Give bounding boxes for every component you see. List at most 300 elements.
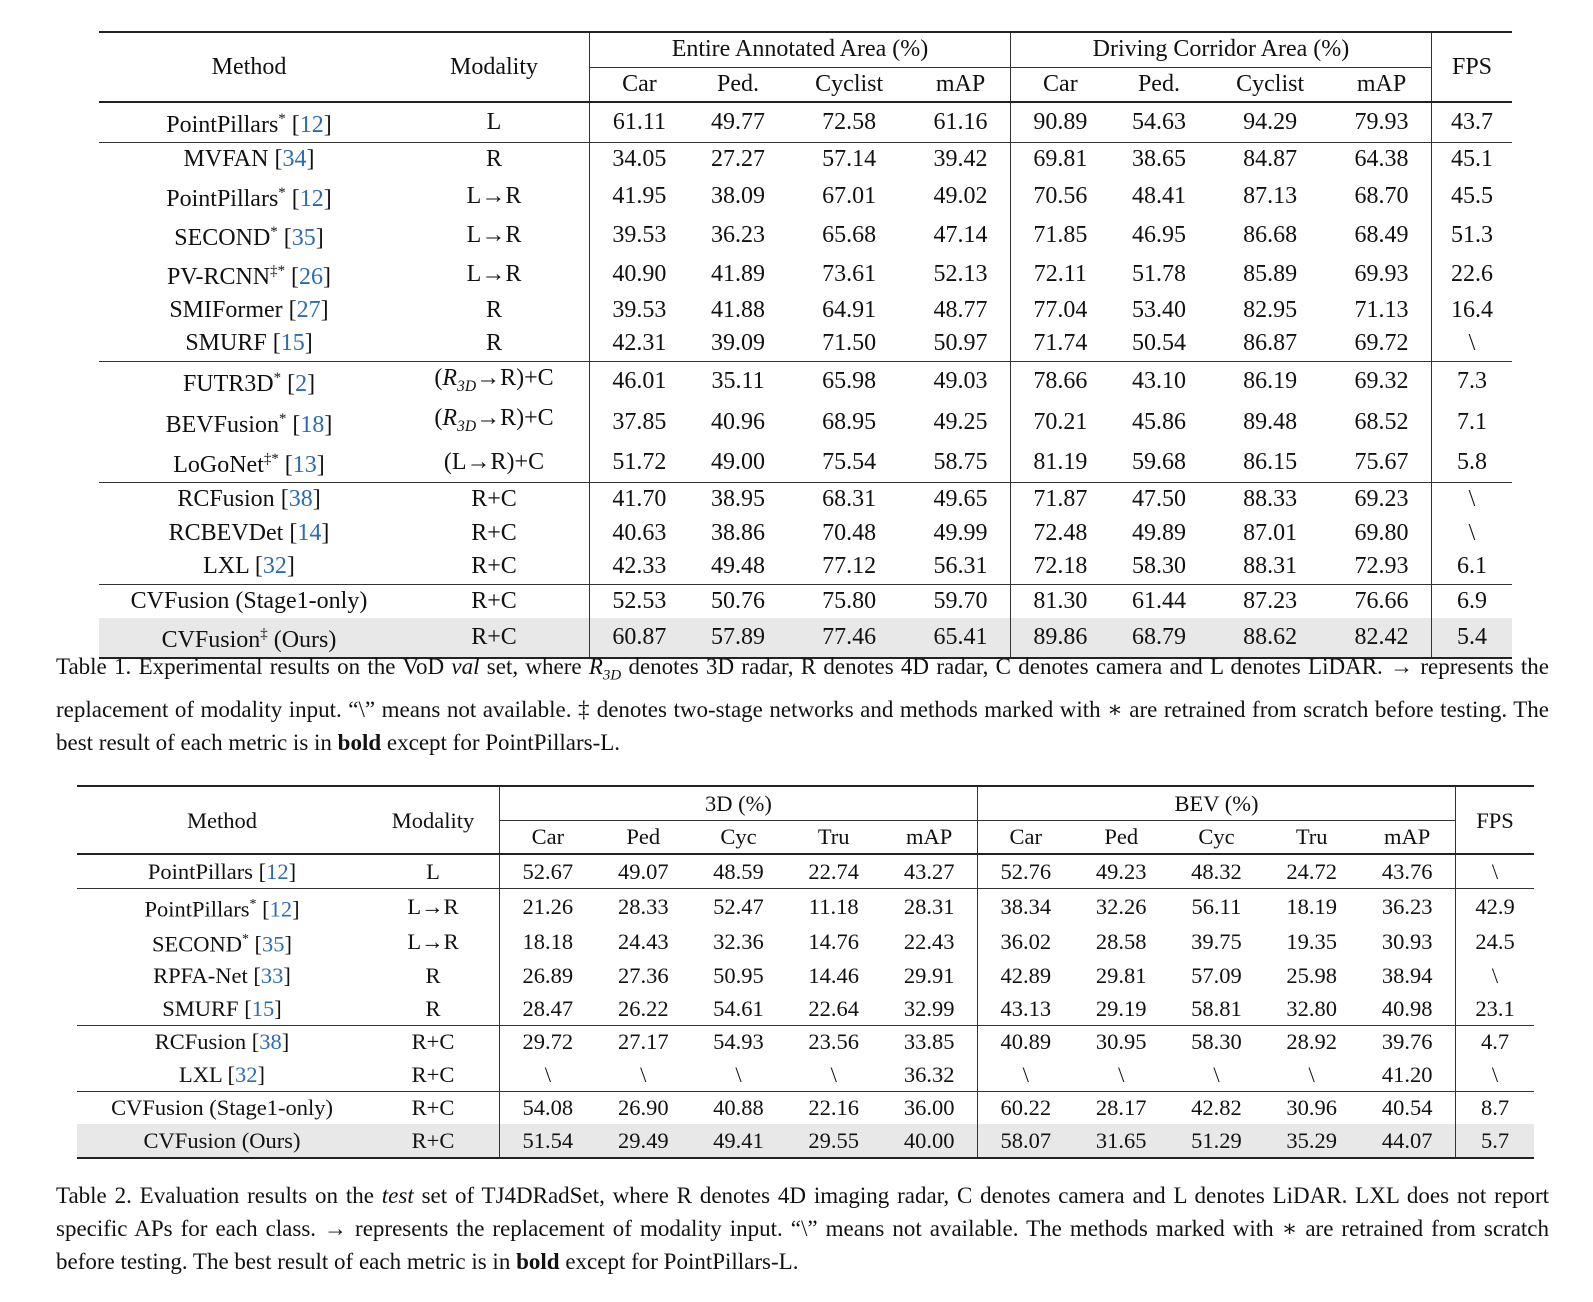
value-cell: 54.93 xyxy=(691,1025,786,1058)
value-cell: 18.18 xyxy=(522,929,574,955)
modality-cell: R xyxy=(399,294,590,328)
value-cell: 6.9 xyxy=(1432,584,1513,618)
value-cell: 56.11 xyxy=(1169,888,1264,924)
col-header-modality: Modality xyxy=(367,786,500,854)
value-cell: 72.93 xyxy=(1332,550,1431,584)
value-cell: 28.31 xyxy=(881,888,977,924)
value-cell: 43.13 xyxy=(1000,995,1052,1021)
method-mark: ‡ xyxy=(260,626,268,643)
value-cell: \ xyxy=(1456,854,1535,888)
method-cell: BEVFusion* [18] xyxy=(165,411,333,439)
table-row xyxy=(99,361,1512,402)
value-cell: 89.86 xyxy=(1010,618,1109,658)
value-cell: \ xyxy=(640,1061,647,1087)
value-cell: \ xyxy=(1118,1061,1125,1087)
value-cell: 50.54 xyxy=(1131,330,1186,357)
col-header-map: mAP xyxy=(881,820,977,854)
value-cell: 56.31 xyxy=(911,550,1010,584)
value-cell: 87.13 xyxy=(1243,182,1298,209)
citation-link[interactable]: 12 xyxy=(299,185,324,212)
method-name: SECOND xyxy=(151,931,242,957)
value-cell: 70.21 xyxy=(1033,409,1088,436)
value-cell: 58.07 xyxy=(977,1124,1073,1158)
col-header-fps: FPS xyxy=(1451,53,1493,80)
table-2 xyxy=(77,785,1534,1159)
citation-link[interactable]: 27 xyxy=(296,296,321,323)
value-cell: 22.6 xyxy=(1451,260,1493,287)
value-cell: 45.86 xyxy=(1131,409,1186,436)
value-cell: 82.95 xyxy=(1243,296,1298,323)
value-cell: 22.64 xyxy=(808,995,860,1021)
table-row xyxy=(77,854,1534,888)
method-name: LoGoNet xyxy=(173,452,264,479)
value-cell: \ xyxy=(1308,1061,1315,1087)
value-cell: 69.81 xyxy=(1010,143,1109,177)
table-row xyxy=(99,443,1512,483)
value-cell: 29.72 xyxy=(500,1025,596,1058)
value-cell: 43.10 xyxy=(1110,361,1208,402)
value-cell: 49.77 xyxy=(689,102,787,143)
col-header-method: Method xyxy=(187,807,257,833)
value-cell: \ xyxy=(1432,483,1513,517)
value-cell: 89.48 xyxy=(1243,409,1298,436)
method-mark: * xyxy=(278,411,287,428)
value-cell: 30.95 xyxy=(1074,1025,1169,1058)
value-cell: 48.41 xyxy=(1131,182,1186,209)
col-header-ped: Ped. xyxy=(717,70,759,97)
method-cell: MVFAN [34] xyxy=(99,143,399,177)
modality-cell: R+C xyxy=(399,483,590,517)
value-cell: 22.74 xyxy=(786,854,881,888)
value-cell: 69.93 xyxy=(1332,255,1431,294)
table-row xyxy=(77,960,1534,993)
modality-cell: R+C xyxy=(399,618,590,658)
value-cell: 45.1 xyxy=(1432,143,1513,177)
value-cell: 71.85 xyxy=(1033,221,1088,248)
value-cell: 50.95 xyxy=(713,963,764,989)
value-cell: 27.36 xyxy=(617,963,669,989)
value-cell: 69.80 xyxy=(1332,517,1431,551)
value-cell: 87.01 xyxy=(1243,519,1298,546)
table-row xyxy=(77,1025,1534,1058)
method-cell: PointPillars* [12] xyxy=(77,888,367,924)
col-header-ped: Ped. xyxy=(1137,70,1180,97)
modality-cell: R+C xyxy=(367,1124,500,1158)
value-cell: 28.47 xyxy=(522,995,574,1021)
value-cell: 52.76 xyxy=(977,854,1073,888)
col-header-modality: Modality xyxy=(399,32,590,102)
value-cell: 94.29 xyxy=(1208,102,1332,143)
value-cell: 51.29 xyxy=(1169,1124,1264,1158)
citation-link[interactable]: 12 xyxy=(299,112,324,138)
col-header-cyc: Cyc xyxy=(1198,824,1235,850)
value-cell: 33.85 xyxy=(881,1025,977,1058)
value-cell: 57.14 xyxy=(787,143,911,177)
value-cell: 43.27 xyxy=(881,854,977,888)
method-name: PointPillars xyxy=(144,896,250,921)
value-cell: 54.61 xyxy=(713,995,764,1021)
table-row xyxy=(99,255,1512,294)
value-cell: 69.23 xyxy=(1332,483,1431,517)
table-row xyxy=(77,1058,1534,1091)
method-name: RCFusion xyxy=(154,1029,247,1055)
value-cell: 21.26 xyxy=(500,888,596,924)
modality-cell: R+C xyxy=(367,1091,500,1124)
value-cell: 29.55 xyxy=(786,1124,881,1158)
value-cell: 69.32 xyxy=(1332,361,1431,402)
value-cell: 79.93 xyxy=(1332,102,1431,143)
value-cell: 67.01 xyxy=(822,182,877,209)
col-header-car: Car xyxy=(622,70,657,97)
citation-link[interactable]: 38 xyxy=(288,486,313,513)
col-group-entire-area: Entire Annotated Area (%) xyxy=(590,32,1011,67)
value-cell: 29.19 xyxy=(1095,995,1147,1021)
value-cell: 40.98 xyxy=(1359,992,1455,1025)
table-row xyxy=(77,1091,1534,1124)
value-cell: 59.68 xyxy=(1131,449,1186,476)
col-header-ped: Ped xyxy=(1104,824,1139,850)
method-cell xyxy=(77,1124,367,1158)
value-cell: 81.30 xyxy=(1010,584,1109,618)
method-name: FUTR3D xyxy=(182,371,274,398)
citation-link[interactable]: 15 xyxy=(251,995,275,1021)
table-row xyxy=(99,584,1512,618)
value-cell: 32.36 xyxy=(713,929,764,955)
table-row xyxy=(99,102,1512,143)
value-cell: \ xyxy=(544,1061,551,1087)
value-cell: 60.87 xyxy=(590,618,689,658)
col-group-driving-corridor: Driving Corridor Area (%) xyxy=(1010,32,1431,67)
value-cell: 38.65 xyxy=(1110,143,1208,177)
method-name: PointPillars xyxy=(166,185,279,212)
value-cell: 48.32 xyxy=(1169,854,1264,888)
value-cell: 35.11 xyxy=(689,361,787,402)
value-cell: 60.22 xyxy=(977,1091,1073,1124)
value-cell: 70.48 xyxy=(822,519,877,546)
table-1-caption: Table 1. Experimental results on the VoD val set, where $R_{3D}$ denotes 3D radar, R denotes 4D radar, C denotes camera and L denotes LiDAR. → represents the replacement of modality input. “\” means not available. ‡ denotes two-stage networks and methods marked with ∗ are retrained from scratch before testing. The best result of each metric is in bold except for PointPillars-L. xyxy=(56,654,1549,755)
value-cell: 49.02 xyxy=(911,177,1010,216)
value-cell: 78.66 xyxy=(1010,361,1109,402)
value-cell: 49.07 xyxy=(596,854,691,888)
col-header-method: Method xyxy=(211,53,287,80)
method-cell: PV-RCNN‡* [26] xyxy=(166,262,332,290)
method-cell xyxy=(99,584,399,618)
value-cell: 14.46 xyxy=(808,963,860,989)
value-cell: 52.47 xyxy=(691,888,786,924)
value-cell: 58.30 xyxy=(1169,1025,1264,1058)
modality-cell: R+C xyxy=(367,1058,500,1091)
value-cell: 39.76 xyxy=(1359,1025,1455,1058)
table-row xyxy=(77,1124,1534,1158)
col-header-cyc: Cyc xyxy=(720,824,757,850)
method-name: RCBEVDet xyxy=(168,519,284,546)
value-cell: 39.75 xyxy=(1191,929,1242,955)
value-cell: 54.08 xyxy=(500,1091,596,1124)
value-cell: 42.31 xyxy=(612,330,667,357)
method-name: PointPillars xyxy=(166,112,279,138)
value-cell: 77.12 xyxy=(822,553,877,580)
value-cell: 51.72 xyxy=(612,449,667,476)
value-cell: 36.02 xyxy=(1000,929,1052,955)
method-name: SMIFormer xyxy=(169,296,283,323)
value-cell: 42.82 xyxy=(1169,1091,1264,1124)
value-cell: 49.48 xyxy=(711,553,765,580)
value-cell: 27.27 xyxy=(689,143,787,177)
value-cell: 39.42 xyxy=(911,143,1010,177)
citation-link[interactable]: 32 xyxy=(235,1061,258,1087)
value-cell: 28.92 xyxy=(1264,1025,1359,1058)
value-cell: 36.23 xyxy=(1359,888,1455,924)
method-cell: PointPillars [12] xyxy=(77,854,367,888)
value-cell: 41.89 xyxy=(711,260,765,287)
value-cell: \ xyxy=(1022,1061,1029,1087)
value-cell: 40.00 xyxy=(881,1124,977,1158)
value-cell: 45.5 xyxy=(1451,182,1493,209)
value-cell: \ xyxy=(1491,963,1499,989)
value-cell: 42.33 xyxy=(612,553,667,580)
value-cell: 41.20 xyxy=(1359,1058,1455,1091)
value-cell: 65.41 xyxy=(911,618,1010,658)
value-cell: 50.97 xyxy=(911,327,1010,361)
method-name: SMURF xyxy=(162,995,239,1021)
value-cell: 52.67 xyxy=(500,854,596,888)
table-row xyxy=(99,216,1512,255)
value-cell: 43.7 xyxy=(1432,102,1513,143)
modality-cell: R xyxy=(367,960,500,993)
col-header-car: Car xyxy=(1009,824,1043,850)
value-cell: 5.8 xyxy=(1457,449,1487,476)
citation-link[interactable]: 13 xyxy=(292,452,317,479)
col-header-tru: Tru xyxy=(1295,824,1328,850)
value-cell: 25.98 xyxy=(1286,963,1337,989)
value-cell: 68.31 xyxy=(787,483,911,517)
method-cell: SMURF [15] xyxy=(162,995,282,1021)
col-header-cyclist: Cyclist xyxy=(1236,70,1305,97)
value-cell: 46.95 xyxy=(1131,221,1186,248)
value-cell: 36.00 xyxy=(881,1091,977,1124)
table-row xyxy=(99,550,1512,584)
value-cell: 14.76 xyxy=(808,929,860,955)
citation-link[interactable]: 12 xyxy=(266,858,289,884)
value-cell: 54.63 xyxy=(1110,102,1208,143)
value-cell: 76.66 xyxy=(1332,584,1431,618)
value-cell: 68.95 xyxy=(822,409,877,436)
value-cell: 18.19 xyxy=(1264,888,1359,924)
value-cell: 61.11 xyxy=(590,102,689,143)
value-cell: \ xyxy=(1468,519,1476,546)
value-cell: 7.1 xyxy=(1457,409,1487,436)
method-cell: LXL [32] xyxy=(178,1061,266,1087)
table-2-caption: Table 2. Evaluation results on the test set of TJ4DRadSet, where R denotes 4D imaging radar, C denotes camera and L denotes LiDAR. LXL does not report specific APs for each class. → represents the replacement of modality input. “\” means not available. The methods marked with ∗ are retrained from scratch before testing. The best result of each metric is in bold except for PointPillars-L. xyxy=(56,1183,1549,1274)
value-cell: 64.91 xyxy=(822,296,877,323)
value-cell: 29.81 xyxy=(1095,963,1147,989)
method-mark: * xyxy=(273,370,282,387)
value-cell: 40.90 xyxy=(612,260,667,287)
value-cell: 29.91 xyxy=(881,960,977,993)
value-cell: 51.54 xyxy=(500,1124,596,1158)
value-cell: 29.49 xyxy=(596,1124,691,1158)
value-cell: \ xyxy=(1213,1061,1220,1087)
table-row xyxy=(99,327,1512,361)
method-name: CVFusion (Stage1-only) xyxy=(130,587,368,614)
value-cell: 41.95 xyxy=(612,182,667,209)
value-cell: 71.74 xyxy=(1033,330,1088,357)
value-cell: 46.01 xyxy=(590,361,689,402)
value-cell: 40.63 xyxy=(612,519,667,546)
method-cell: LoGoNet‡* [13] xyxy=(173,451,325,479)
citation-link[interactable]: 2 xyxy=(295,371,308,398)
method-cell: RCFusion [38] xyxy=(77,1025,367,1058)
value-cell: 23.1 xyxy=(1475,995,1515,1021)
method-name: CVFusion (Ours) xyxy=(143,1127,301,1153)
method-cell xyxy=(77,1091,367,1124)
value-cell: 38.95 xyxy=(689,483,787,517)
value-cell: 40.96 xyxy=(711,409,765,436)
citation-link[interactable]: 18 xyxy=(300,412,325,439)
col-header-car: Car xyxy=(531,824,565,850)
value-cell: 68.70 xyxy=(1332,177,1431,216)
citation-link[interactable]: 38 xyxy=(259,1029,282,1055)
value-cell: 82.42 xyxy=(1332,618,1431,658)
value-cell: 42.89 xyxy=(1000,963,1052,989)
method-cell: FUTR3D* [2] xyxy=(99,361,399,402)
value-cell: 58.75 xyxy=(911,443,1010,483)
value-cell: 28.17 xyxy=(1074,1091,1169,1124)
value-cell: 32.80 xyxy=(1286,995,1337,1021)
col-header-tru: Tru xyxy=(817,824,850,850)
value-cell: 22.43 xyxy=(881,924,977,960)
table-row xyxy=(99,402,1512,443)
modality-cell: L xyxy=(399,102,590,143)
citation-link[interactable]: 15 xyxy=(280,330,305,357)
value-cell: 40.89 xyxy=(977,1025,1073,1058)
method-cell: RCBEVDet [14] xyxy=(168,519,330,546)
modality-cell: L→R xyxy=(399,255,590,294)
value-cell: 51.78 xyxy=(1131,260,1186,287)
value-cell: 40.54 xyxy=(1359,1091,1455,1124)
method-name: MVFAN xyxy=(183,146,269,173)
value-cell: 35.29 xyxy=(1264,1124,1359,1158)
table-row xyxy=(99,177,1512,216)
col-header-fps: FPS xyxy=(1476,807,1514,833)
value-cell: 49.03 xyxy=(911,361,1010,402)
value-cell: 65.68 xyxy=(822,221,877,248)
value-cell: 47.50 xyxy=(1110,483,1208,517)
col-header-map: mAP xyxy=(1332,67,1431,102)
value-cell: 86.19 xyxy=(1208,361,1332,402)
value-cell: 19.35 xyxy=(1286,929,1337,955)
value-cell: 23.56 xyxy=(786,1025,881,1058)
value-cell: 41.70 xyxy=(590,483,689,517)
value-cell: \ xyxy=(830,1061,837,1087)
value-cell: 59.70 xyxy=(911,584,1010,618)
value-cell: 58.30 xyxy=(1131,553,1186,580)
value-cell: 61.44 xyxy=(1110,584,1208,618)
value-cell: 30.93 xyxy=(1359,924,1455,960)
value-cell: 47.14 xyxy=(911,216,1010,255)
value-cell: 49.23 xyxy=(1074,854,1169,888)
method-cell: PointPillars* [12] xyxy=(166,184,332,212)
value-cell: 26.89 xyxy=(522,963,574,989)
modality-cell: R xyxy=(367,992,500,1025)
value-cell: 8.7 xyxy=(1456,1091,1535,1124)
method-name: SMURF xyxy=(185,330,267,357)
value-cell: 7.3 xyxy=(1432,361,1513,402)
citation-link[interactable]: 12 xyxy=(269,896,293,921)
value-cell: 32.26 xyxy=(1074,888,1169,924)
value-cell: 75.67 xyxy=(1332,443,1431,483)
col-header-map: mAP xyxy=(1359,820,1455,854)
citation-link[interactable]: 35 xyxy=(262,931,285,957)
value-cell: 26.22 xyxy=(617,995,669,1021)
value-cell: 38.94 xyxy=(1359,960,1455,993)
modality-cell: L→R xyxy=(399,216,590,255)
value-cell: 36.32 xyxy=(881,1058,977,1091)
method-name: RPFA-Net xyxy=(153,963,248,989)
value-cell: 68.52 xyxy=(1332,402,1431,443)
citation-link[interactable]: 26 xyxy=(299,263,324,290)
value-cell: 28.58 xyxy=(1095,929,1147,955)
modality-cell: $(R_{3D}\to R)+C$ xyxy=(399,361,590,402)
value-cell: 57.89 xyxy=(689,618,787,658)
value-cell: 37.85 xyxy=(612,409,667,436)
value-cell: 90.89 xyxy=(1010,102,1109,143)
col-header-map: mAP xyxy=(911,67,1010,102)
method-mark: * xyxy=(241,932,249,947)
citation-link[interactable]: 34 xyxy=(282,146,307,173)
citation-link[interactable]: 35 xyxy=(291,224,316,251)
table-row xyxy=(77,888,1534,924)
value-cell: 42.9 xyxy=(1456,888,1535,924)
citation-link[interactable]: 33 xyxy=(260,963,284,989)
value-cell: 53.40 xyxy=(1131,296,1186,323)
method-cell: LXL [32] xyxy=(203,553,295,580)
value-cell: 87.23 xyxy=(1208,584,1332,618)
value-cell: 86.15 xyxy=(1243,449,1298,476)
value-cell: 86.68 xyxy=(1243,221,1298,248)
value-cell: 48.59 xyxy=(691,854,786,888)
value-cell: 27.17 xyxy=(596,1025,691,1058)
value-cell: 6.1 xyxy=(1457,553,1487,580)
value-cell: 52.13 xyxy=(911,255,1010,294)
value-cell: 71.87 xyxy=(1010,483,1109,517)
value-cell: 39.53 xyxy=(612,221,667,248)
value-cell: 24.43 xyxy=(617,929,669,955)
value-cell: 77.46 xyxy=(787,618,911,658)
value-cell: 41.88 xyxy=(711,296,765,323)
method-suffix: (Ours) xyxy=(267,627,337,654)
citation-link[interactable]: 14 xyxy=(297,519,322,546)
table-row xyxy=(77,992,1534,1025)
method-mark: * xyxy=(270,223,278,240)
value-cell: 68.79 xyxy=(1110,618,1208,658)
value-cell: 50.76 xyxy=(689,584,787,618)
value-cell: 57.09 xyxy=(1191,963,1242,989)
citation-link[interactable]: 32 xyxy=(262,553,287,580)
value-cell: 49.99 xyxy=(911,517,1010,551)
value-cell: 72.11 xyxy=(1033,260,1087,287)
value-cell: 22.16 xyxy=(786,1091,881,1124)
method-name: LXL xyxy=(203,553,249,580)
value-cell: 40.88 xyxy=(691,1091,786,1124)
value-cell: 49.41 xyxy=(691,1124,786,1158)
table-row xyxy=(99,143,1512,177)
table-1 xyxy=(99,31,1512,659)
method-cell: SMIFormer [27] xyxy=(169,296,329,323)
col-group-3d: 3D (%) xyxy=(500,786,978,820)
method-cell: SECOND* [35] xyxy=(174,223,324,251)
value-cell: 38.34 xyxy=(977,888,1073,924)
